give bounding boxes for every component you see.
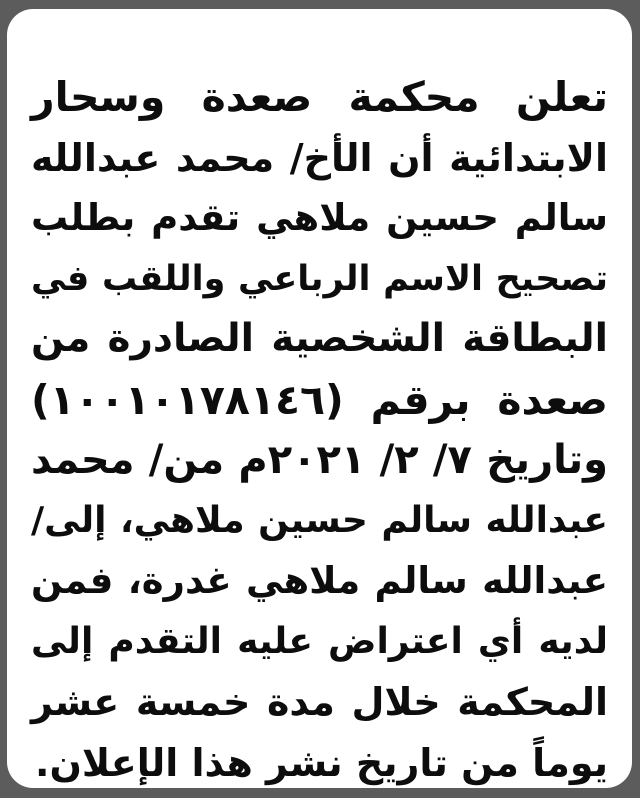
notice-text-block xyxy=(31,67,608,788)
notice-line: صعدة برقم (١٠٠١٠١٧٨١٤٦) xyxy=(31,375,608,424)
notice-line: عبدالله سالم ملاهي غدرة، فمن xyxy=(31,559,608,602)
notice-line: تعلن محكمة صعدة وسحار xyxy=(31,73,608,121)
notice-line-last: يوماً من تاريخ نشر هذا الإعلان. xyxy=(35,740,608,785)
notice-line: البطاقة الشخصية الصادرة من xyxy=(31,316,608,361)
notice-line: لديه أي اعتراض عليه التقدم إلى xyxy=(31,620,608,662)
notice-line: وتاريخ ٧/ ٢/ ٢٠٢١م من/ محمد xyxy=(31,437,608,483)
notice-line: سالم حسين ملاهي تقدم بطلب xyxy=(31,196,608,239)
court-notice-card xyxy=(7,9,632,788)
notice-line: تصحيح الاسم الرباعي واللقب في xyxy=(31,258,608,299)
notice-line: عبدالله سالم حسين ملاهي، إلى/ xyxy=(31,499,608,541)
notice-line: الابتدائية أن الأخ/ محمد عبدالله xyxy=(31,135,608,180)
notice-line: المحكمة خلال مدة خمسة عشر xyxy=(31,680,608,724)
